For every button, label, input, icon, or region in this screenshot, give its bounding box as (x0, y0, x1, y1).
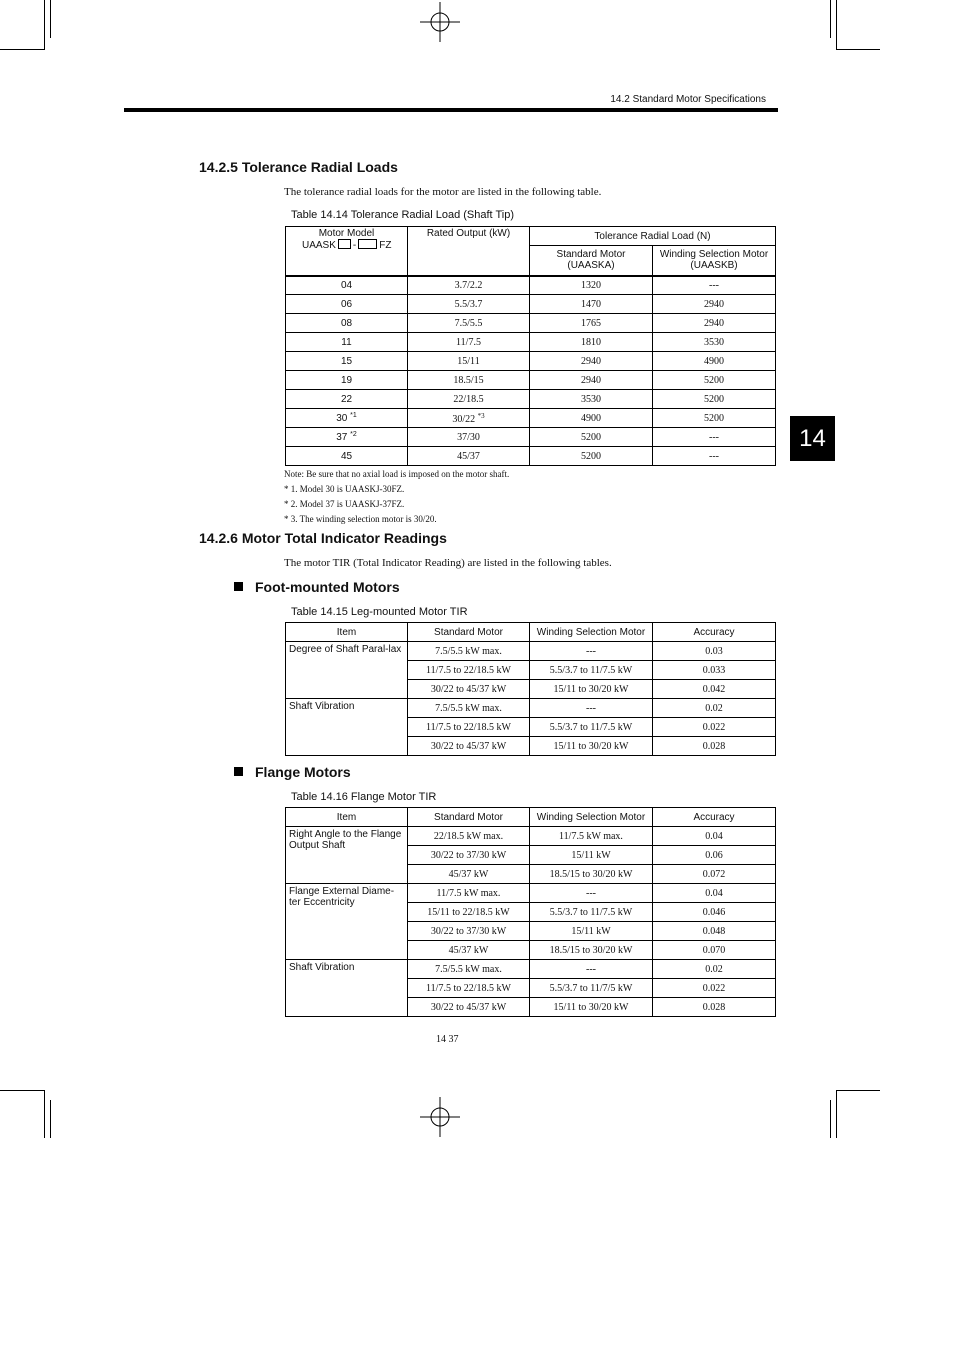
note-line: * 3. The winding selection motor is 30/20. (284, 514, 437, 524)
output-value: 18.5/15 (453, 374, 484, 386)
col-header-standard-motor: Standard Motor (UAASKA) (530, 246, 653, 276)
output-value: 22/18.5 (453, 393, 484, 405)
table-14-16-caption: Table 14.16 Flange Motor TIR (291, 791, 437, 803)
model-value: 06 (340, 298, 353, 310)
subheading-foot-mounted: Foot-mounted Motors (234, 579, 400, 595)
model-value: 19 (340, 374, 353, 386)
page-number: 14 37 (436, 1034, 459, 1045)
cell-accuracy: 0.02 (653, 960, 776, 979)
cell-motor-model (286, 409, 408, 428)
cell-standard-motor: 7.5/5.5 kW max. (408, 960, 530, 979)
cell-motor-model (286, 390, 408, 409)
running-head: 14.2 Standard Motor Specifications (610, 94, 766, 105)
cell-rated-output (408, 352, 530, 371)
cell-rated-output (408, 409, 530, 428)
cell-winding-load: 4900 (653, 352, 776, 371)
cell-winding-load: --- (653, 447, 776, 466)
cell-winding-load: 5200 (653, 390, 776, 409)
cell-accuracy: 0.022 (653, 718, 776, 737)
cell-standard-motor: 30/22 to 45/37 kW (408, 680, 530, 699)
cell-standard-load: 2940 (530, 371, 653, 390)
cell-standard-motor: 45/37 kW (408, 865, 530, 884)
cell-rated-output (408, 295, 530, 314)
cell-accuracy: 0.06 (653, 846, 776, 865)
cell-standard-load: 1470 (530, 295, 653, 314)
model-code-blank-box (358, 239, 377, 249)
table-row (286, 371, 776, 390)
subheading-flange: Flange Motors (234, 764, 351, 780)
cell-accuracy: 0.03 (653, 642, 776, 661)
cell-winding-load: 5200 (653, 409, 776, 428)
cell-standard-motor: 7.5/5.5 kW max. (408, 642, 530, 661)
column-header: Winding Selection Motor (530, 808, 653, 827)
column-header: Item (286, 808, 408, 827)
output-value: 15/11 (457, 355, 480, 367)
cell-winding-motor: --- (530, 960, 653, 979)
column-header: Winding Selection Motor (530, 623, 653, 642)
cell-accuracy: 0.028 (653, 998, 776, 1017)
cell-rated-output (408, 333, 530, 352)
registration-mark-icon (420, 2, 460, 42)
cell-standard-motor: 11/7.5 to 22/18.5 kW (408, 661, 530, 680)
model-value: 30 (336, 413, 348, 424)
cell-accuracy: 0.070 (653, 941, 776, 960)
table-row (286, 276, 776, 295)
cell-accuracy: 0.02 (653, 699, 776, 718)
cell-winding-motor: --- (530, 642, 653, 661)
cell-rated-output (408, 447, 530, 466)
cell-motor-model (286, 447, 408, 466)
output-value: 7.5/5.5 (454, 317, 483, 329)
cell-accuracy: 0.046 (653, 903, 776, 922)
cell-motor-model (286, 371, 408, 390)
cell-motor-model (286, 428, 408, 447)
cell-winding-load: --- (653, 276, 776, 295)
table-row (286, 642, 776, 661)
output-value: 30/22 (452, 413, 476, 425)
table-row (286, 390, 776, 409)
cell-winding-motor: 15/11 to 30/20 kW (530, 737, 653, 756)
cell-accuracy: 0.072 (653, 865, 776, 884)
output-value: 37/30 (457, 431, 480, 443)
model-code: UAASK - FZ (302, 240, 392, 251)
cell-accuracy: 0.028 (653, 737, 776, 756)
footnote-mark: *3 (477, 411, 485, 420)
cell-winding-load: 5200 (653, 371, 776, 390)
cell-standard-load: 1320 (530, 276, 653, 295)
col-header-motor-model (286, 227, 408, 276)
output-value: 5.5/3.7 (454, 298, 483, 310)
cell-item: Flange External Diame-ter Eccentricity (286, 884, 408, 960)
cell-motor-model (286, 295, 408, 314)
col-header-rated-output: Rated Output (kW) (408, 227, 530, 276)
table-row (286, 960, 776, 979)
column-header: Standard Motor (408, 808, 530, 827)
cell-rated-output (408, 428, 530, 447)
output-value: 45/37 (457, 450, 480, 462)
cell-winding-load: --- (653, 428, 776, 447)
table-row (286, 447, 776, 466)
section-heading-tir: 14.2.6 Motor Total Indicator Readings (199, 530, 447, 546)
table-row (286, 699, 776, 718)
cell-standard-load: 5200 (530, 447, 653, 466)
table-row (286, 333, 776, 352)
cell-winding-motor: 15/11 to 30/20 kW (530, 998, 653, 1017)
cell-standard-motor: 15/11 to 22/18.5 kW (408, 903, 530, 922)
model-code-blank-box (338, 239, 351, 249)
cell-winding-motor: 18.5/15 to 30/20 kW (530, 865, 653, 884)
registration-mark-icon (420, 1097, 460, 1137)
model-value: 11 (341, 336, 352, 348)
cell-winding-motor: --- (530, 699, 653, 718)
cell-standard-motor: 11/7.5 kW max. (408, 884, 530, 903)
cell-winding-motor: 5.5/3.7 to 11/7.5 kW (530, 903, 653, 922)
cell-standard-motor: 11/7.5 to 22/18.5 kW (408, 718, 530, 737)
cell-motor-model (286, 314, 408, 333)
cell-standard-motor: 22/18.5 kW max. (408, 827, 530, 846)
cell-standard-load: 5200 (530, 428, 653, 447)
table-row (286, 295, 776, 314)
cell-winding-motor: 15/11 kW (530, 846, 653, 865)
cell-motor-model (286, 352, 408, 371)
cell-winding-motor: 11/7.5 kW max. (530, 827, 653, 846)
cell-standard-load: 4900 (530, 409, 653, 428)
footnote-mark: *1 (350, 412, 357, 419)
note-line: Note: Be sure that no axial load is imposed on the motor shaft. (284, 469, 510, 479)
cell-accuracy: 0.042 (653, 680, 776, 699)
cell-item: Shaft Vibration (286, 960, 408, 1017)
section-heading-radial-loads: 14.2.5 Tolerance Radial Loads (199, 159, 398, 175)
cell-accuracy: 0.048 (653, 922, 776, 941)
footnote-mark: *2 (350, 431, 357, 438)
cell-standard-motor: 30/22 to 37/30 kW (408, 846, 530, 865)
chapter-tab: 14 (790, 416, 835, 461)
output-value: 3.7/2.2 (454, 279, 483, 291)
cell-winding-motor: 15/11 to 30/20 kW (530, 680, 653, 699)
column-header: Item (286, 623, 408, 642)
cell-motor-model (286, 276, 408, 295)
model-value: 45 (340, 450, 353, 462)
cell-rated-output (408, 371, 530, 390)
cell-winding-motor: 5.5/3.7 to 11/7.5 kW (530, 718, 653, 737)
header-rule (124, 108, 778, 112)
foot-mounted-tir-table (285, 622, 776, 756)
cell-standard-motor: 45/37 kW (408, 941, 530, 960)
cell-winding-load: 2940 (653, 314, 776, 333)
cell-winding-motor: --- (530, 884, 653, 903)
model-value: 04 (340, 279, 353, 291)
note-line: * 1. Model 30 is UAASKJ-30FZ. (284, 484, 405, 494)
cell-accuracy: 0.04 (653, 827, 776, 846)
cell-winding-load: 2940 (653, 295, 776, 314)
table-row (286, 352, 776, 371)
cell-accuracy: 0.022 (653, 979, 776, 998)
cell-standard-motor: 7.5/5.5 kW max. (408, 699, 530, 718)
model-value: 15 (340, 355, 353, 367)
cell-standard-load: 3530 (530, 390, 653, 409)
cell-standard-motor: 30/22 to 37/30 kW (408, 922, 530, 941)
radial-loads-intro: The tolerance radial loads for the motor are listed in the following table. (284, 186, 602, 198)
cell-standard-motor: 11/7.5 to 22/18.5 kW (408, 979, 530, 998)
column-header: Accuracy (653, 623, 776, 642)
note-line: * 2. Model 37 is UAASKJ-37FZ. (284, 499, 405, 509)
col-header-tolerance-load: Tolerance Radial Load (N) (530, 227, 776, 246)
cell-rated-output (408, 390, 530, 409)
model-value: 37 (336, 432, 348, 443)
cell-accuracy: 0.033 (653, 661, 776, 680)
table-header-row (286, 623, 776, 642)
motor-model-label: Motor Model (318, 228, 375, 239)
cell-standard-motor: 30/22 to 45/37 kW (408, 998, 530, 1017)
table-row (286, 884, 776, 903)
cell-winding-motor: 5.5/3.7 to 11/7/5 kW (530, 979, 653, 998)
cell-winding-motor: 18.5/15 to 30/20 kW (530, 941, 653, 960)
table-row (286, 314, 776, 333)
col-header-winding-motor: Winding Selection Motor (UAASKB) (653, 246, 776, 276)
square-bullet-icon (234, 582, 243, 591)
cell-winding-load: 3530 (653, 333, 776, 352)
table-header-row (286, 808, 776, 827)
cell-winding-motor: 5.5/3.7 to 11/7.5 kW (530, 661, 653, 680)
square-bullet-icon (234, 767, 243, 776)
flange-tir-table (285, 807, 776, 1017)
cell-standard-load: 1765 (530, 314, 653, 333)
cell-motor-model (286, 333, 408, 352)
tir-intro: The motor TIR (Total Indicator Reading) are listed in the following tables. (284, 557, 612, 569)
model-value: 22 (340, 393, 353, 405)
cell-item: Shaft Vibration (286, 699, 408, 756)
column-header: Accuracy (653, 808, 776, 827)
cell-standard-motor: 30/22 to 45/37 kW (408, 737, 530, 756)
cell-item: Degree of Shaft Paral-lax (286, 642, 408, 699)
cell-item: Right Angle to the Flange Output Shaft (286, 827, 408, 884)
cell-rated-output (408, 276, 530, 295)
table-row (286, 827, 776, 846)
cell-accuracy: 0.04 (653, 884, 776, 903)
table-14-15-caption: Table 14.15 Leg-mounted Motor TIR (291, 606, 468, 618)
model-value: 08 (340, 317, 353, 329)
table-row (286, 409, 776, 428)
cell-rated-output (408, 314, 530, 333)
radial-load-table (285, 226, 776, 466)
table-row (286, 428, 776, 447)
cell-standard-load: 2940 (530, 352, 653, 371)
cell-standard-load: 1810 (530, 333, 653, 352)
column-header: Standard Motor (408, 623, 530, 642)
output-value: 11/7.5 (456, 336, 481, 348)
table-14-14-caption: Table 14.14 Tolerance Radial Load (Shaft Tip) (291, 209, 514, 221)
cell-winding-motor: 15/11 kW (530, 922, 653, 941)
